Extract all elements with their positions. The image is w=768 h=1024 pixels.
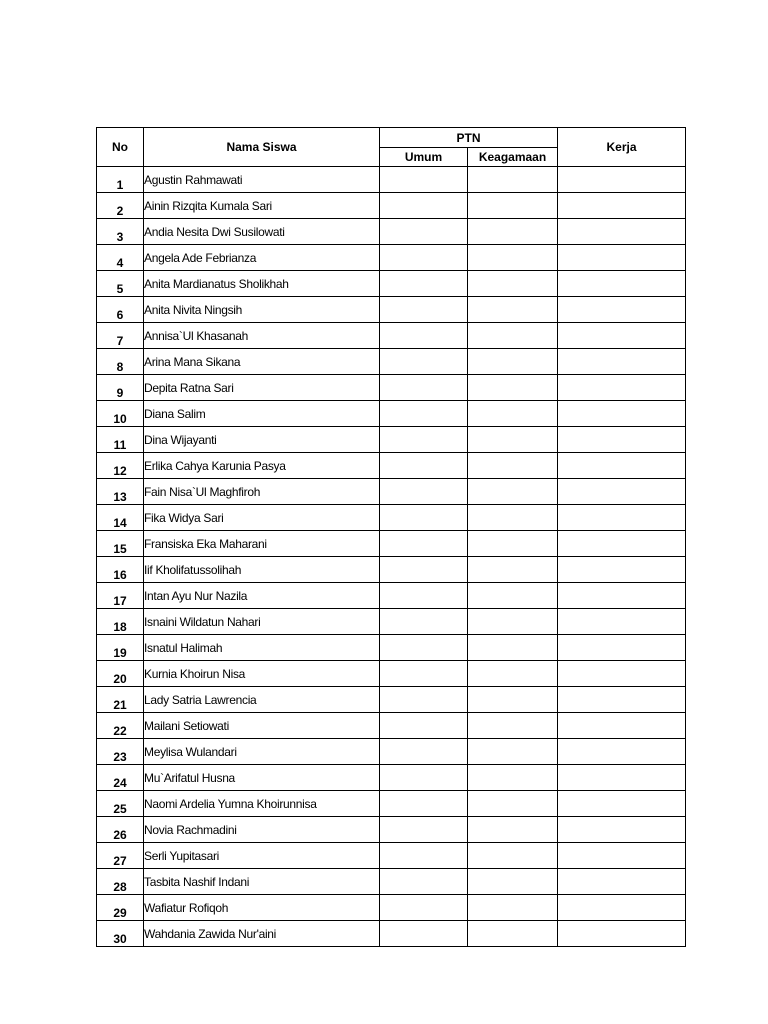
- header-ptn: PTN: [380, 128, 558, 148]
- table-row: [97, 921, 686, 947]
- ptn-umum-cell: [380, 817, 468, 843]
- student-name: Intan Ayu Nur Nazila: [144, 583, 380, 609]
- ptn-keagamaan-cell: [468, 843, 558, 869]
- kerja-cell: [558, 453, 686, 479]
- ptn-keagamaan-cell: [468, 323, 558, 349]
- student-name: Diana Salim: [144, 401, 380, 427]
- header-no: No: [97, 128, 144, 167]
- table-row: [97, 531, 686, 557]
- ptn-umum-cell: [380, 739, 468, 765]
- ptn-umum-cell: [380, 609, 468, 635]
- row-number: 10: [97, 401, 144, 427]
- ptn-keagamaan-cell: [468, 453, 558, 479]
- row-number: 1: [97, 167, 144, 193]
- table-row: [97, 271, 686, 297]
- row-number: 20: [97, 661, 144, 687]
- kerja-cell: [558, 869, 686, 895]
- ptn-umum-cell: [380, 427, 468, 453]
- row-number: 26: [97, 817, 144, 843]
- ptn-keagamaan-cell: [468, 219, 558, 245]
- row-number: 8: [97, 349, 144, 375]
- table-row: [97, 739, 686, 765]
- row-number: 9: [97, 375, 144, 401]
- ptn-umum-cell: [380, 895, 468, 921]
- kerja-cell: [558, 323, 686, 349]
- row-number: 13: [97, 479, 144, 505]
- ptn-umum-cell: [380, 635, 468, 661]
- table-row: [97, 375, 686, 401]
- ptn-umum-cell: [380, 765, 468, 791]
- row-number: 25: [97, 791, 144, 817]
- student-name: Meylisa Wulandari: [144, 739, 380, 765]
- ptn-umum-cell: [380, 479, 468, 505]
- student-name: Novia Rachmadini: [144, 817, 380, 843]
- ptn-keagamaan-cell: [468, 921, 558, 947]
- ptn-keagamaan-cell: [468, 869, 558, 895]
- kerja-cell: [558, 765, 686, 791]
- kerja-cell: [558, 245, 686, 271]
- student-name: Serli Yupitasari: [144, 843, 380, 869]
- table-row: [97, 349, 686, 375]
- ptn-keagamaan-cell: [468, 661, 558, 687]
- kerja-cell: [558, 193, 686, 219]
- kerja-cell: [558, 375, 686, 401]
- row-number: 19: [97, 635, 144, 661]
- kerja-cell: [558, 505, 686, 531]
- row-number: 21: [97, 687, 144, 713]
- ptn-keagamaan-cell: [468, 297, 558, 323]
- student-name: Annisa`Ul Khasanah: [144, 323, 380, 349]
- row-number: 15: [97, 531, 144, 557]
- student-name: Isnaini Wildatun Nahari: [144, 609, 380, 635]
- ptn-umum-cell: [380, 297, 468, 323]
- ptn-keagamaan-cell: [468, 401, 558, 427]
- table-row: [97, 713, 686, 739]
- ptn-umum-cell: [380, 557, 468, 583]
- student-name: Angela Ade Febrianza: [144, 245, 380, 271]
- row-number: 16: [97, 557, 144, 583]
- ptn-keagamaan-cell: [468, 427, 558, 453]
- kerja-cell: [558, 219, 686, 245]
- row-number: 17: [97, 583, 144, 609]
- table-row: [97, 869, 686, 895]
- student-name: Kurnia Khoirun Nisa: [144, 661, 380, 687]
- kerja-cell: [558, 349, 686, 375]
- row-number: 22: [97, 713, 144, 739]
- table-row: [97, 609, 686, 635]
- ptn-umum-cell: [380, 219, 468, 245]
- ptn-umum-cell: [380, 323, 468, 349]
- row-number: 4: [97, 245, 144, 271]
- student-name: Erlika Cahya Karunia Pasya: [144, 453, 380, 479]
- kerja-cell: [558, 713, 686, 739]
- ptn-keagamaan-cell: [468, 167, 558, 193]
- student-name: Anita Nivita Ningsih: [144, 297, 380, 323]
- kerja-cell: [558, 635, 686, 661]
- table-row: [97, 479, 686, 505]
- student-name: Wahdania Zawida Nur'aini: [144, 921, 380, 947]
- ptn-keagamaan-cell: [468, 349, 558, 375]
- table-row: [97, 323, 686, 349]
- student-name: Naomi Ardelia Yumna Khoirunnisa: [144, 791, 380, 817]
- row-number: 28: [97, 869, 144, 895]
- ptn-keagamaan-cell: [468, 713, 558, 739]
- row-number: 7: [97, 323, 144, 349]
- ptn-keagamaan-cell: [468, 375, 558, 401]
- ptn-umum-cell: [380, 583, 468, 609]
- table-body: [97, 167, 686, 947]
- ptn-keagamaan-cell: [468, 765, 558, 791]
- ptn-umum-cell: [380, 271, 468, 297]
- ptn-keagamaan-cell: [468, 817, 558, 843]
- row-number: 18: [97, 609, 144, 635]
- kerja-cell: [558, 895, 686, 921]
- row-number: 14: [97, 505, 144, 531]
- ptn-keagamaan-cell: [468, 791, 558, 817]
- student-name: Anita Mardianatus Sholikhah: [144, 271, 380, 297]
- student-name: Dina Wijayanti: [144, 427, 380, 453]
- student-name: Andia Nesita Dwi Susilowati: [144, 219, 380, 245]
- ptn-umum-cell: [380, 687, 468, 713]
- ptn-umum-cell: [380, 531, 468, 557]
- ptn-keagamaan-cell: [468, 557, 558, 583]
- ptn-keagamaan-cell: [468, 739, 558, 765]
- student-name: Isnatul Halimah: [144, 635, 380, 661]
- kerja-cell: [558, 401, 686, 427]
- row-number: 3: [97, 219, 144, 245]
- ptn-keagamaan-cell: [468, 687, 558, 713]
- kerja-cell: [558, 609, 686, 635]
- kerja-cell: [558, 843, 686, 869]
- kerja-cell: [558, 583, 686, 609]
- ptn-keagamaan-cell: [468, 193, 558, 219]
- table-row: [97, 453, 686, 479]
- student-name: Mu`Arifatul Husna: [144, 765, 380, 791]
- kerja-cell: [558, 817, 686, 843]
- student-name: Iif Kholifatussolihah: [144, 557, 380, 583]
- ptn-keagamaan-cell: [468, 583, 558, 609]
- table-row: [97, 895, 686, 921]
- kerja-cell: [558, 739, 686, 765]
- table-row: [97, 245, 686, 271]
- student-name: Arina Mana Sikana: [144, 349, 380, 375]
- ptn-keagamaan-cell: [468, 245, 558, 271]
- ptn-keagamaan-cell: [468, 505, 558, 531]
- header-umum: Umum: [380, 148, 468, 167]
- kerja-cell: [558, 427, 686, 453]
- ptn-umum-cell: [380, 193, 468, 219]
- table-header: [97, 128, 686, 167]
- table-row: [97, 687, 686, 713]
- kerja-cell: [558, 791, 686, 817]
- table-row: [97, 167, 686, 193]
- kerja-cell: [558, 167, 686, 193]
- ptn-umum-cell: [380, 349, 468, 375]
- row-number: 30: [97, 921, 144, 947]
- ptn-umum-cell: [380, 843, 468, 869]
- student-name: Mailani Setiowati: [144, 713, 380, 739]
- header-name: Nama Siswa: [144, 128, 380, 167]
- student-name: Ainin Rizqita Kumala Sari: [144, 193, 380, 219]
- table-row: [97, 557, 686, 583]
- student-name: Depita Ratna Sari: [144, 375, 380, 401]
- table-row: [97, 791, 686, 817]
- ptn-keagamaan-cell: [468, 479, 558, 505]
- ptn-umum-cell: [380, 401, 468, 427]
- row-number: 27: [97, 843, 144, 869]
- kerja-cell: [558, 557, 686, 583]
- table-row: [97, 843, 686, 869]
- kerja-cell: [558, 921, 686, 947]
- student-table: [96, 127, 686, 947]
- student-name: Fain Nisa`Ul Maghfiroh: [144, 479, 380, 505]
- ptn-keagamaan-cell: [468, 635, 558, 661]
- ptn-umum-cell: [380, 245, 468, 271]
- row-number: 12: [97, 453, 144, 479]
- row-number: 24: [97, 765, 144, 791]
- ptn-keagamaan-cell: [468, 271, 558, 297]
- student-name: Fransiska Eka Maharani: [144, 531, 380, 557]
- row-number: 2: [97, 193, 144, 219]
- ptn-umum-cell: [380, 453, 468, 479]
- table-row: [97, 219, 686, 245]
- table-row: [97, 297, 686, 323]
- kerja-cell: [558, 297, 686, 323]
- ptn-umum-cell: [380, 791, 468, 817]
- row-number: 5: [97, 271, 144, 297]
- row-number: 6: [97, 297, 144, 323]
- row-number: 23: [97, 739, 144, 765]
- row-number: 11: [97, 427, 144, 453]
- ptn-umum-cell: [380, 505, 468, 531]
- ptn-umum-cell: [380, 713, 468, 739]
- row-number: 29: [97, 895, 144, 921]
- table-row: [97, 765, 686, 791]
- ptn-umum-cell: [380, 375, 468, 401]
- ptn-umum-cell: [380, 661, 468, 687]
- table-row: [97, 427, 686, 453]
- ptn-keagamaan-cell: [468, 609, 558, 635]
- kerja-cell: [558, 687, 686, 713]
- kerja-cell: [558, 531, 686, 557]
- student-name: Wafiatur Rofiqoh: [144, 895, 380, 921]
- header-kerja: Kerja: [558, 128, 686, 167]
- kerja-cell: [558, 661, 686, 687]
- student-name: Lady Satria Lawrencia: [144, 687, 380, 713]
- ptn-umum-cell: [380, 869, 468, 895]
- table-row: [97, 583, 686, 609]
- table-row: [97, 817, 686, 843]
- kerja-cell: [558, 479, 686, 505]
- table-row: [97, 401, 686, 427]
- header-keagamaan: Keagamaan: [468, 148, 558, 167]
- student-name: Agustin Rahmawati: [144, 167, 380, 193]
- ptn-keagamaan-cell: [468, 531, 558, 557]
- table-row: [97, 635, 686, 661]
- kerja-cell: [558, 271, 686, 297]
- table-row: [97, 505, 686, 531]
- ptn-umum-cell: [380, 921, 468, 947]
- student-name: Tasbita Nashif Indani: [144, 869, 380, 895]
- table-row: [97, 661, 686, 687]
- ptn-umum-cell: [380, 167, 468, 193]
- ptn-keagamaan-cell: [468, 895, 558, 921]
- table-row: [97, 193, 686, 219]
- student-name: Fika Widya Sari: [144, 505, 380, 531]
